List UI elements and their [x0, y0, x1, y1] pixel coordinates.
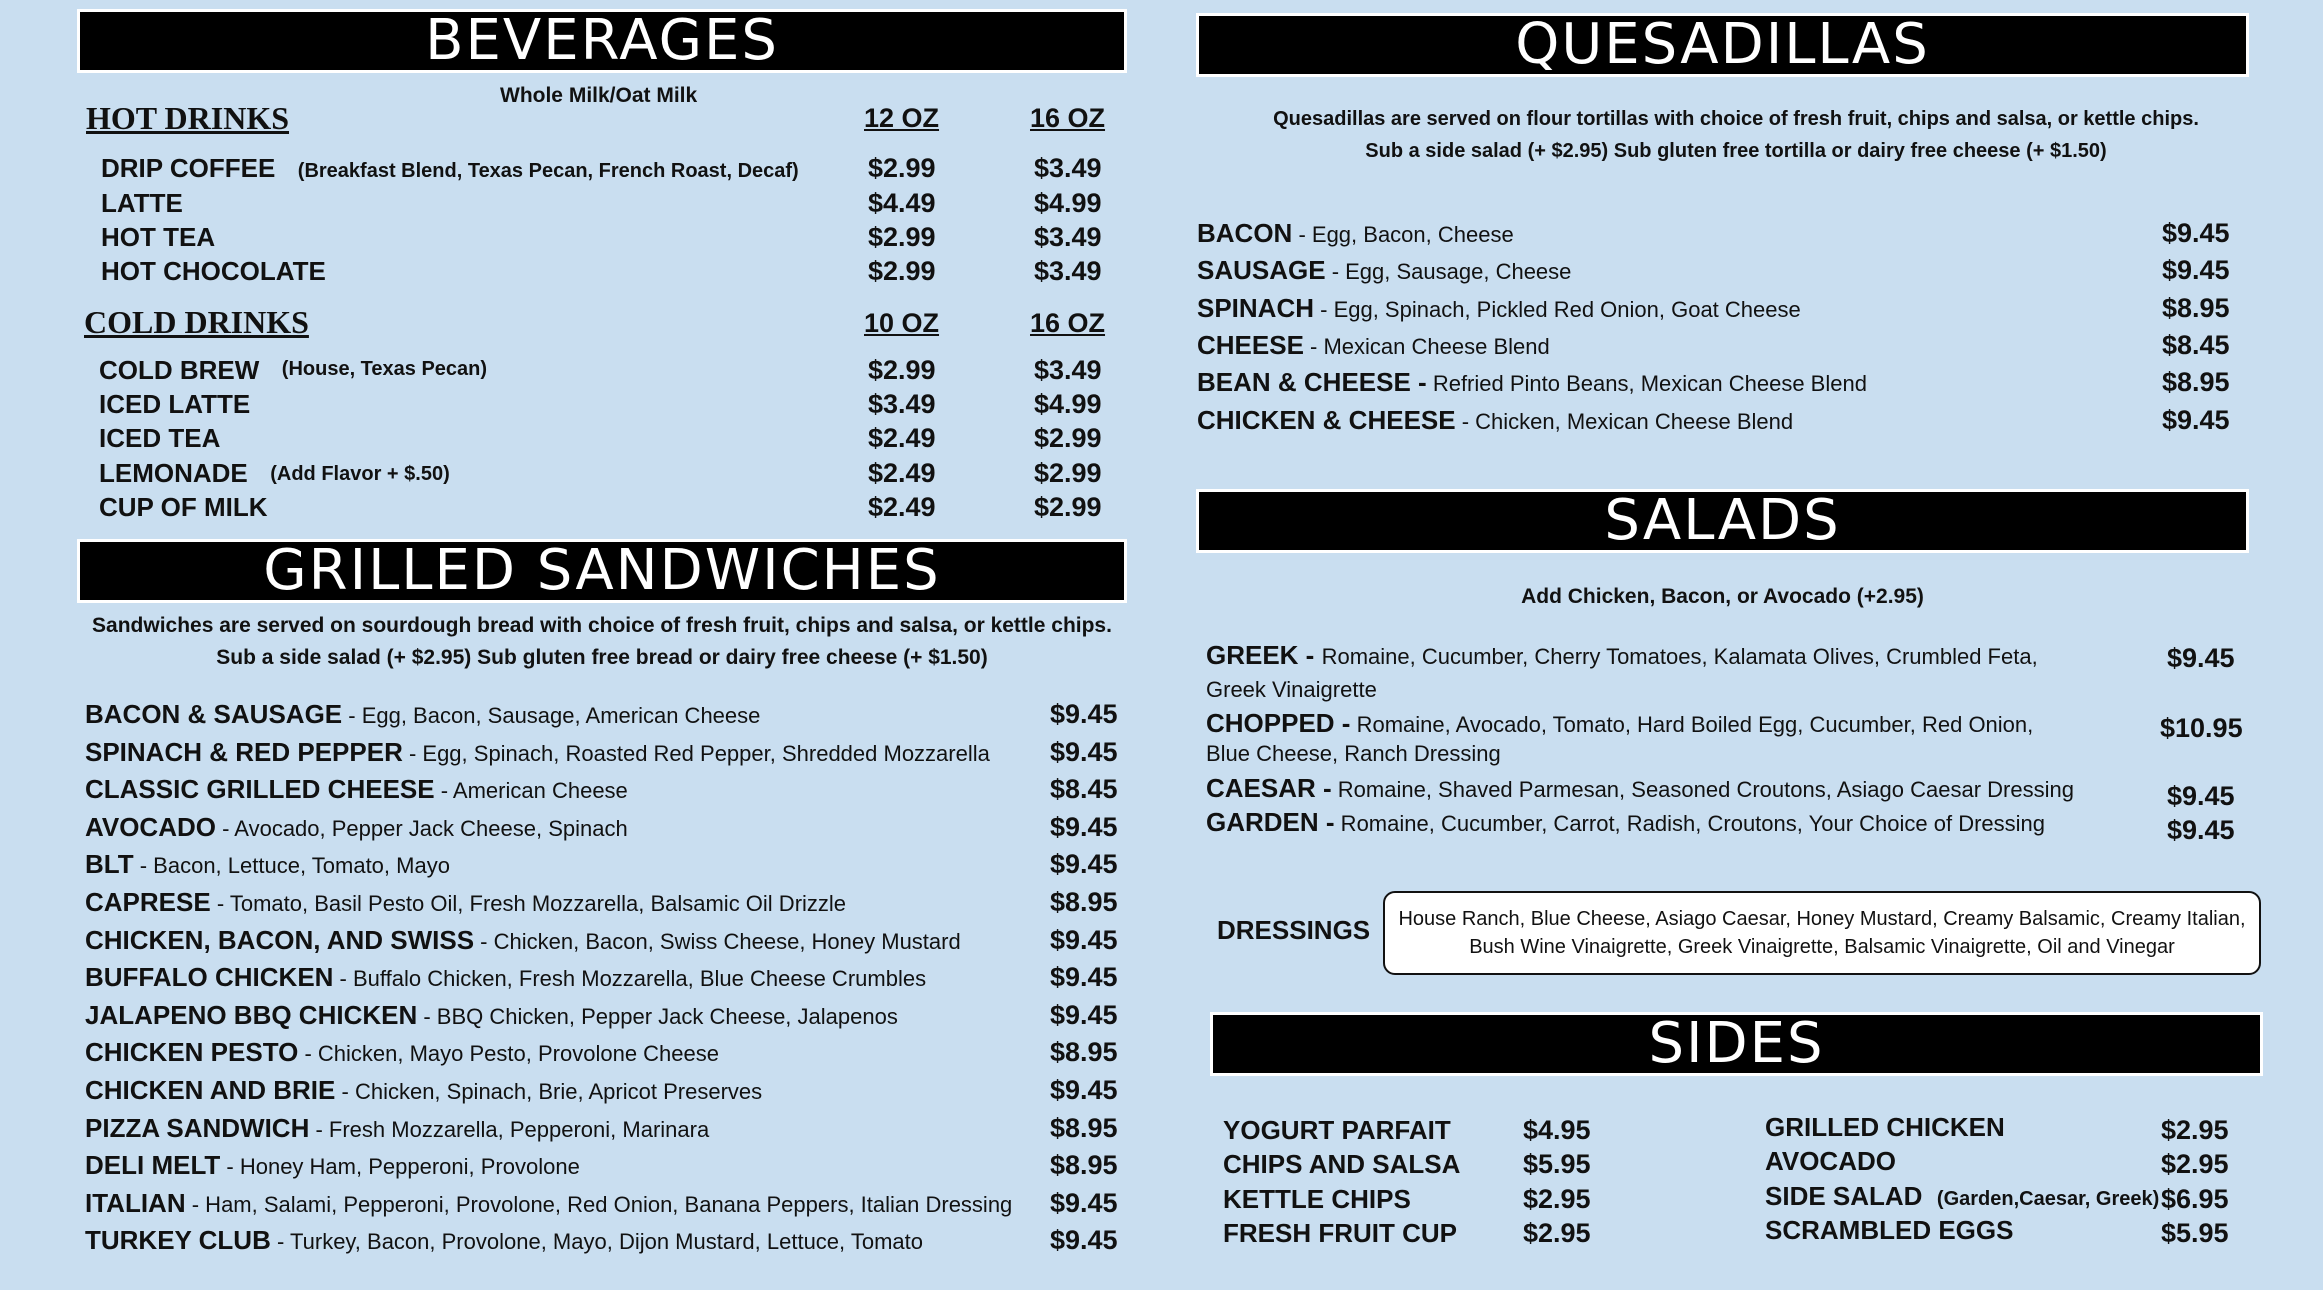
item-price: $9.45: [2167, 781, 2235, 811]
item-price-large: $2.99: [1034, 458, 1102, 488]
item-desc: - Egg, Spinach, Roasted Red Pepper, Shredded Mozzarella: [402, 740, 990, 766]
item-name: BACON: [1197, 218, 1293, 248]
item-price-large: $3.49: [1034, 153, 1102, 183]
list-item: [99, 423, 220, 454]
list-item: [1223, 1149, 1460, 1180]
item-name: SPINACH: [1197, 292, 1315, 323]
item-name: LATTE: [101, 188, 183, 218]
item-price: $9.45: [1050, 962, 1118, 993]
item-price-large: $3.49: [1034, 222, 1102, 252]
item-note: (Breakfast Blend, Texas Pecan, French Roast, Decaf): [297, 160, 799, 182]
salads-title: SALADS: [1604, 488, 1841, 553]
cold-size-small: 10 OZ: [864, 308, 940, 338]
list-item: [99, 458, 450, 489]
item-price: $8.45: [2162, 329, 2230, 360]
item-price: $9.45: [2167, 815, 2235, 845]
list-item: [1765, 1146, 1896, 1177]
list-item: [1206, 807, 2045, 838]
item-name: TURKEY CLUB: [85, 1225, 271, 1256]
item-note: (Garden,Caesar, Greek): [1936, 1188, 2160, 1210]
list-item: [1206, 773, 2074, 804]
item-desc: - Tomato, Basil Pesto Oil, Fresh Mozzarella, Balsamic Oil Drizzle: [210, 891, 847, 916]
dressings-line-2: Bush Wine Vinaigrette, Greek Vinaigrette, Balsamic Vinaigrette, Oil and Vinegar: [1469, 936, 2175, 958]
milk-note: Whole Milk/Oat Milk: [500, 84, 698, 107]
list-item: [85, 1150, 580, 1181]
list-item: [1223, 1115, 1451, 1146]
hot-size-large: 16 OZ: [1030, 103, 1106, 133]
item-price-small: $2.99: [868, 256, 936, 286]
item-price-large: $2.99: [1034, 423, 1102, 453]
sides-title: SIDES: [1648, 1011, 1825, 1076]
list-item: [101, 188, 183, 219]
item-price: $9.45: [1050, 736, 1118, 767]
item-desc: - Chicken, Bacon, Swiss Cheese, Honey Mustard: [474, 928, 961, 954]
item-price-small: $2.99: [868, 222, 936, 252]
item-name: ITALIAN: [85, 1187, 186, 1218]
list-item: [1206, 708, 2033, 739]
item-price: $9.45: [1050, 999, 1118, 1030]
list-item: [99, 492, 268, 523]
item-price-small: $2.49: [868, 492, 936, 522]
item-price-small: $2.49: [868, 423, 936, 453]
item-name: LEMONADE: [99, 458, 248, 488]
list-item: [99, 355, 487, 386]
list-item: [85, 812, 628, 843]
cold-drinks-heading: COLD DRINKS: [84, 304, 309, 340]
list-item: [1206, 640, 2038, 671]
item-price: $8.95: [2162, 292, 2230, 323]
item-note: (Add Flavor + $.50): [270, 463, 450, 485]
item-name: CHICKEN AND BRIE: [85, 1075, 336, 1105]
list-item: [85, 887, 846, 918]
item-name: SPINACH & RED PEPPER: [85, 736, 403, 767]
item-price: $4.95: [1523, 1115, 1591, 1145]
cold-size-large: 16 OZ: [1030, 308, 1106, 338]
sandwiches-note-1: Sandwiches are served on sourdough bread with choice of fresh fruit, chips and salsa, or kettle chips.: [92, 614, 1112, 637]
list-item: [1197, 255, 1571, 286]
hot-drinks-heading: HOT DRINKS: [86, 100, 290, 136]
item-price: $8.95: [1050, 1150, 1118, 1181]
item-price: $9.45: [1050, 1075, 1118, 1105]
list-item: [85, 1037, 719, 1068]
list-item: [1197, 218, 1514, 249]
item-desc: Romaine, Avocado, Tomato, Hard Boiled Egg, Cucumber, Red Onion,: [1350, 712, 2034, 737]
item-desc: - Buffalo Chicken, Fresh Mozzarella, Blue Cheese Crumbles: [333, 966, 927, 992]
item-desc-cont: Blue Cheese, Ranch Dressing: [1206, 741, 1501, 766]
item-desc: Refried Pinto Beans, Mexican Cheese Blend: [1426, 371, 1867, 397]
item-name: CHICKEN, BACON, AND SWISS: [85, 924, 475, 955]
item-price: $9.45: [1050, 1187, 1118, 1218]
item-name: CLASSIC GRILLED CHEESE: [85, 774, 435, 805]
sides-banner: [1210, 1012, 2263, 1076]
item-price: $8.95: [2162, 367, 2230, 398]
item-price-large: $4.99: [1034, 188, 1102, 218]
dressings-box: [1383, 891, 2261, 975]
list-item: [85, 774, 628, 805]
item-desc: - Honey Ham, Pepperoni, Provolone: [220, 1154, 580, 1180]
item-desc: - American Cheese: [434, 778, 628, 804]
item-desc: - Chicken, Spinach, Brie, Apricot Preserves: [335, 1079, 763, 1104]
item-price: $10.95: [2160, 713, 2243, 743]
dressings-label: DRESSINGS: [1217, 915, 1371, 945]
list-item: [85, 925, 961, 956]
list-item: [85, 962, 926, 993]
item-name: SIDE SALAD: [1765, 1181, 1923, 1211]
item-name: DRIP COFFEE: [101, 153, 276, 183]
item-price-large: $2.99: [1034, 492, 1102, 522]
sandwiches-title: GRILLED SANDWICHES: [263, 538, 941, 603]
sandwiches-note-2: Sub a side salad (+ $2.95) Sub gluten free bread or dairy free cheese (+ $1.50): [216, 646, 988, 669]
list-item: [85, 1000, 898, 1031]
dressings-line-1: House Ranch, Blue Cheese, Asiago Caesar, Honey Mustard, Creamy Balsamic, Creamy Italian,: [1398, 908, 2246, 930]
item-name: CHICKEN & CHEESE: [1197, 404, 1456, 435]
item-price: $9.45: [2162, 404, 2230, 435]
item-name: FRESH FRUIT CUP: [1223, 1218, 1457, 1248]
item-name: GARDEN -: [1206, 807, 1335, 837]
item-desc: - Egg, Bacon, Sausage, American Cheese: [342, 703, 761, 728]
item-price: $9.45: [1050, 1225, 1118, 1256]
item-desc: Romaine, Shaved Parmesan, Seasoned Croutons, Asiago Caesar Dressing: [1331, 777, 2074, 802]
item-name: CHICKEN PESTO: [85, 1037, 299, 1068]
item-name: SCRAMBLED EGGS: [1765, 1215, 2014, 1245]
sandwiches-banner: [77, 539, 1127, 603]
item-desc: - Turkey, Bacon, Provolone, Mayo, Dijon Mustard, Lettuce, Tomato: [270, 1229, 924, 1255]
list-item: [1223, 1218, 1457, 1249]
item-desc: Romaine, Cucumber, Cherry Tomatoes, Kalamata Olives, Crumbled Feta,: [1321, 644, 2038, 669]
item-desc: - Ham, Salami, Pepperoni, Provolone, Red Onion, Banana Peppers, Italian Dressing: [185, 1191, 1013, 1217]
salads-banner: [1196, 489, 2249, 553]
item-name: CHIPS AND SALSA: [1223, 1149, 1461, 1179]
item-desc: - Avocado, Pepper Jack Cheese, Spinach: [215, 815, 628, 841]
quesadillas-note-2: Sub a side salad (+ $2.95) Sub gluten free tortilla or dairy free cheese (+ $1.50): [1365, 140, 2107, 162]
item-price-large: $3.49: [1034, 256, 1102, 286]
item-name: BLT: [85, 849, 134, 880]
item-desc: - Fresh Mozzarella, Pepperoni, Marinara: [309, 1116, 710, 1142]
item-price-small: $2.99: [868, 355, 936, 385]
list-item: [1765, 1215, 2013, 1246]
item-price: $8.95: [1050, 1037, 1118, 1068]
item-price: $5.95: [1523, 1149, 1591, 1179]
item-name: SAUSAGE: [1197, 255, 1326, 286]
item-name: ICED LATTE: [99, 389, 251, 419]
item-name: ICED TEA: [99, 423, 221, 453]
item-price: $9.45: [1050, 924, 1118, 955]
item-name: KETTLE CHIPS: [1223, 1184, 1411, 1214]
list-item: [85, 699, 760, 730]
item-name: CHOPPED -: [1206, 708, 1351, 738]
item-price: $8.45: [1050, 774, 1118, 805]
item-price: $9.45: [2162, 255, 2230, 286]
item-name: CUP OF MILK: [99, 492, 268, 522]
item-price: $2.95: [1523, 1184, 1591, 1214]
list-item: [85, 1075, 762, 1106]
list-item: [101, 256, 326, 287]
item-desc: - Bacon, Lettuce, Tomato, Mayo: [133, 853, 450, 879]
item-desc: Romaine, Cucumber, Carrot, Radish, Croutons, Your Choice of Dressing: [1334, 811, 2046, 836]
item-name: AVOCADO: [85, 811, 216, 842]
list-item: [1197, 367, 1867, 398]
item-name: YOGURT PARFAIT: [1223, 1115, 1451, 1145]
item-price: $6.95: [2161, 1184, 2229, 1214]
item-price: $9.45: [2167, 643, 2235, 673]
hot-size-small: 12 OZ: [864, 103, 940, 133]
list-item: [85, 737, 990, 768]
item-name: JALAPENO BBQ CHICKEN: [85, 999, 418, 1030]
item-name: PIZZA SANDWICH: [85, 1112, 310, 1143]
item-name: CAPRESE: [85, 887, 211, 917]
item-price: $8.95: [1050, 1112, 1118, 1143]
item-price: $5.95: [2161, 1218, 2229, 1248]
item-price-small: $4.49: [868, 188, 936, 218]
list-item: [1765, 1181, 2159, 1212]
beverages-banner: [77, 9, 1127, 73]
quesadillas-banner: [1196, 13, 2249, 77]
list-item: [85, 1113, 709, 1144]
item-price-large: $3.49: [1034, 355, 1102, 385]
item-desc: - Egg, Bacon, Cheese: [1292, 222, 1514, 247]
item-name: GRILLED CHICKEN: [1765, 1112, 2005, 1142]
list-item: [101, 153, 799, 184]
list-item: [1197, 405, 1793, 436]
item-name: BEAN & CHEESE -: [1197, 367, 1427, 398]
item-name: CAESAR -: [1206, 773, 1332, 803]
list-item: [99, 389, 250, 420]
item-desc: - Mexican Cheese Blend: [1303, 333, 1550, 359]
item-desc: - Chicken, Mexican Cheese Blend: [1455, 408, 1794, 434]
item-desc: - Chicken, Mayo Pesto, Provolone Cheese: [298, 1041, 719, 1067]
item-price-small: $3.49: [868, 389, 936, 419]
item-price: $9.45: [1050, 849, 1118, 880]
list-item: [85, 1225, 923, 1256]
item-name: DELI MELT: [85, 1150, 221, 1181]
list-item: [1223, 1184, 1411, 1215]
item-desc: - BBQ Chicken, Pepper Jack Cheese, Jalapenos: [417, 1003, 898, 1029]
quesadillas-title: QUESADILLAS: [1515, 12, 1930, 77]
item-price: $9.45: [1050, 811, 1118, 842]
item-price: $8.95: [1050, 887, 1118, 917]
item-name: BACON & SAUSAGE: [85, 699, 343, 729]
list-item: [1197, 330, 1550, 361]
item-name: HOT TEA: [101, 222, 216, 252]
list-item: [85, 849, 450, 880]
item-price-small: $2.49: [868, 458, 936, 488]
item-name: AVOCADO: [1765, 1146, 1896, 1176]
item-price-large: $4.99: [1034, 389, 1102, 419]
item-name: BUFFALO CHICKEN: [85, 962, 334, 993]
item-price: $9.45: [2162, 218, 2230, 248]
item-desc-cont: Greek Vinaigrette: [1206, 677, 1377, 702]
list-item: [85, 1188, 1012, 1219]
list-item: [1765, 1112, 2005, 1143]
item-name: GREEK -: [1206, 640, 1322, 670]
item-name: COLD BREW: [99, 355, 260, 385]
item-name: CHEESE: [1197, 329, 1304, 360]
quesadillas-note-1: Quesadillas are served on flour tortillas with choice of fresh fruit, chips and salsa, or kettle chips.: [1273, 108, 2199, 130]
list-item: [101, 222, 215, 253]
item-price: $9.45: [1050, 699, 1118, 729]
list-item: [1197, 293, 1801, 324]
item-note: (House, Texas Pecan): [281, 358, 488, 380]
item-price: $2.95: [2161, 1115, 2229, 1145]
item-desc: - Egg, Spinach, Pickled Red Onion, Goat Cheese: [1314, 296, 1801, 322]
item-name: HOT CHOCOLATE: [101, 256, 326, 286]
item-price: $2.95: [1523, 1218, 1591, 1248]
item-desc: - Egg, Sausage, Cheese: [1325, 259, 1572, 285]
salads-note: Add Chicken, Bacon, or Avocado (+2.95): [1521, 585, 1924, 608]
item-price: $2.95: [2161, 1149, 2229, 1179]
item-price-small: $2.99: [868, 153, 936, 183]
beverages-title: BEVERAGES: [425, 8, 779, 73]
